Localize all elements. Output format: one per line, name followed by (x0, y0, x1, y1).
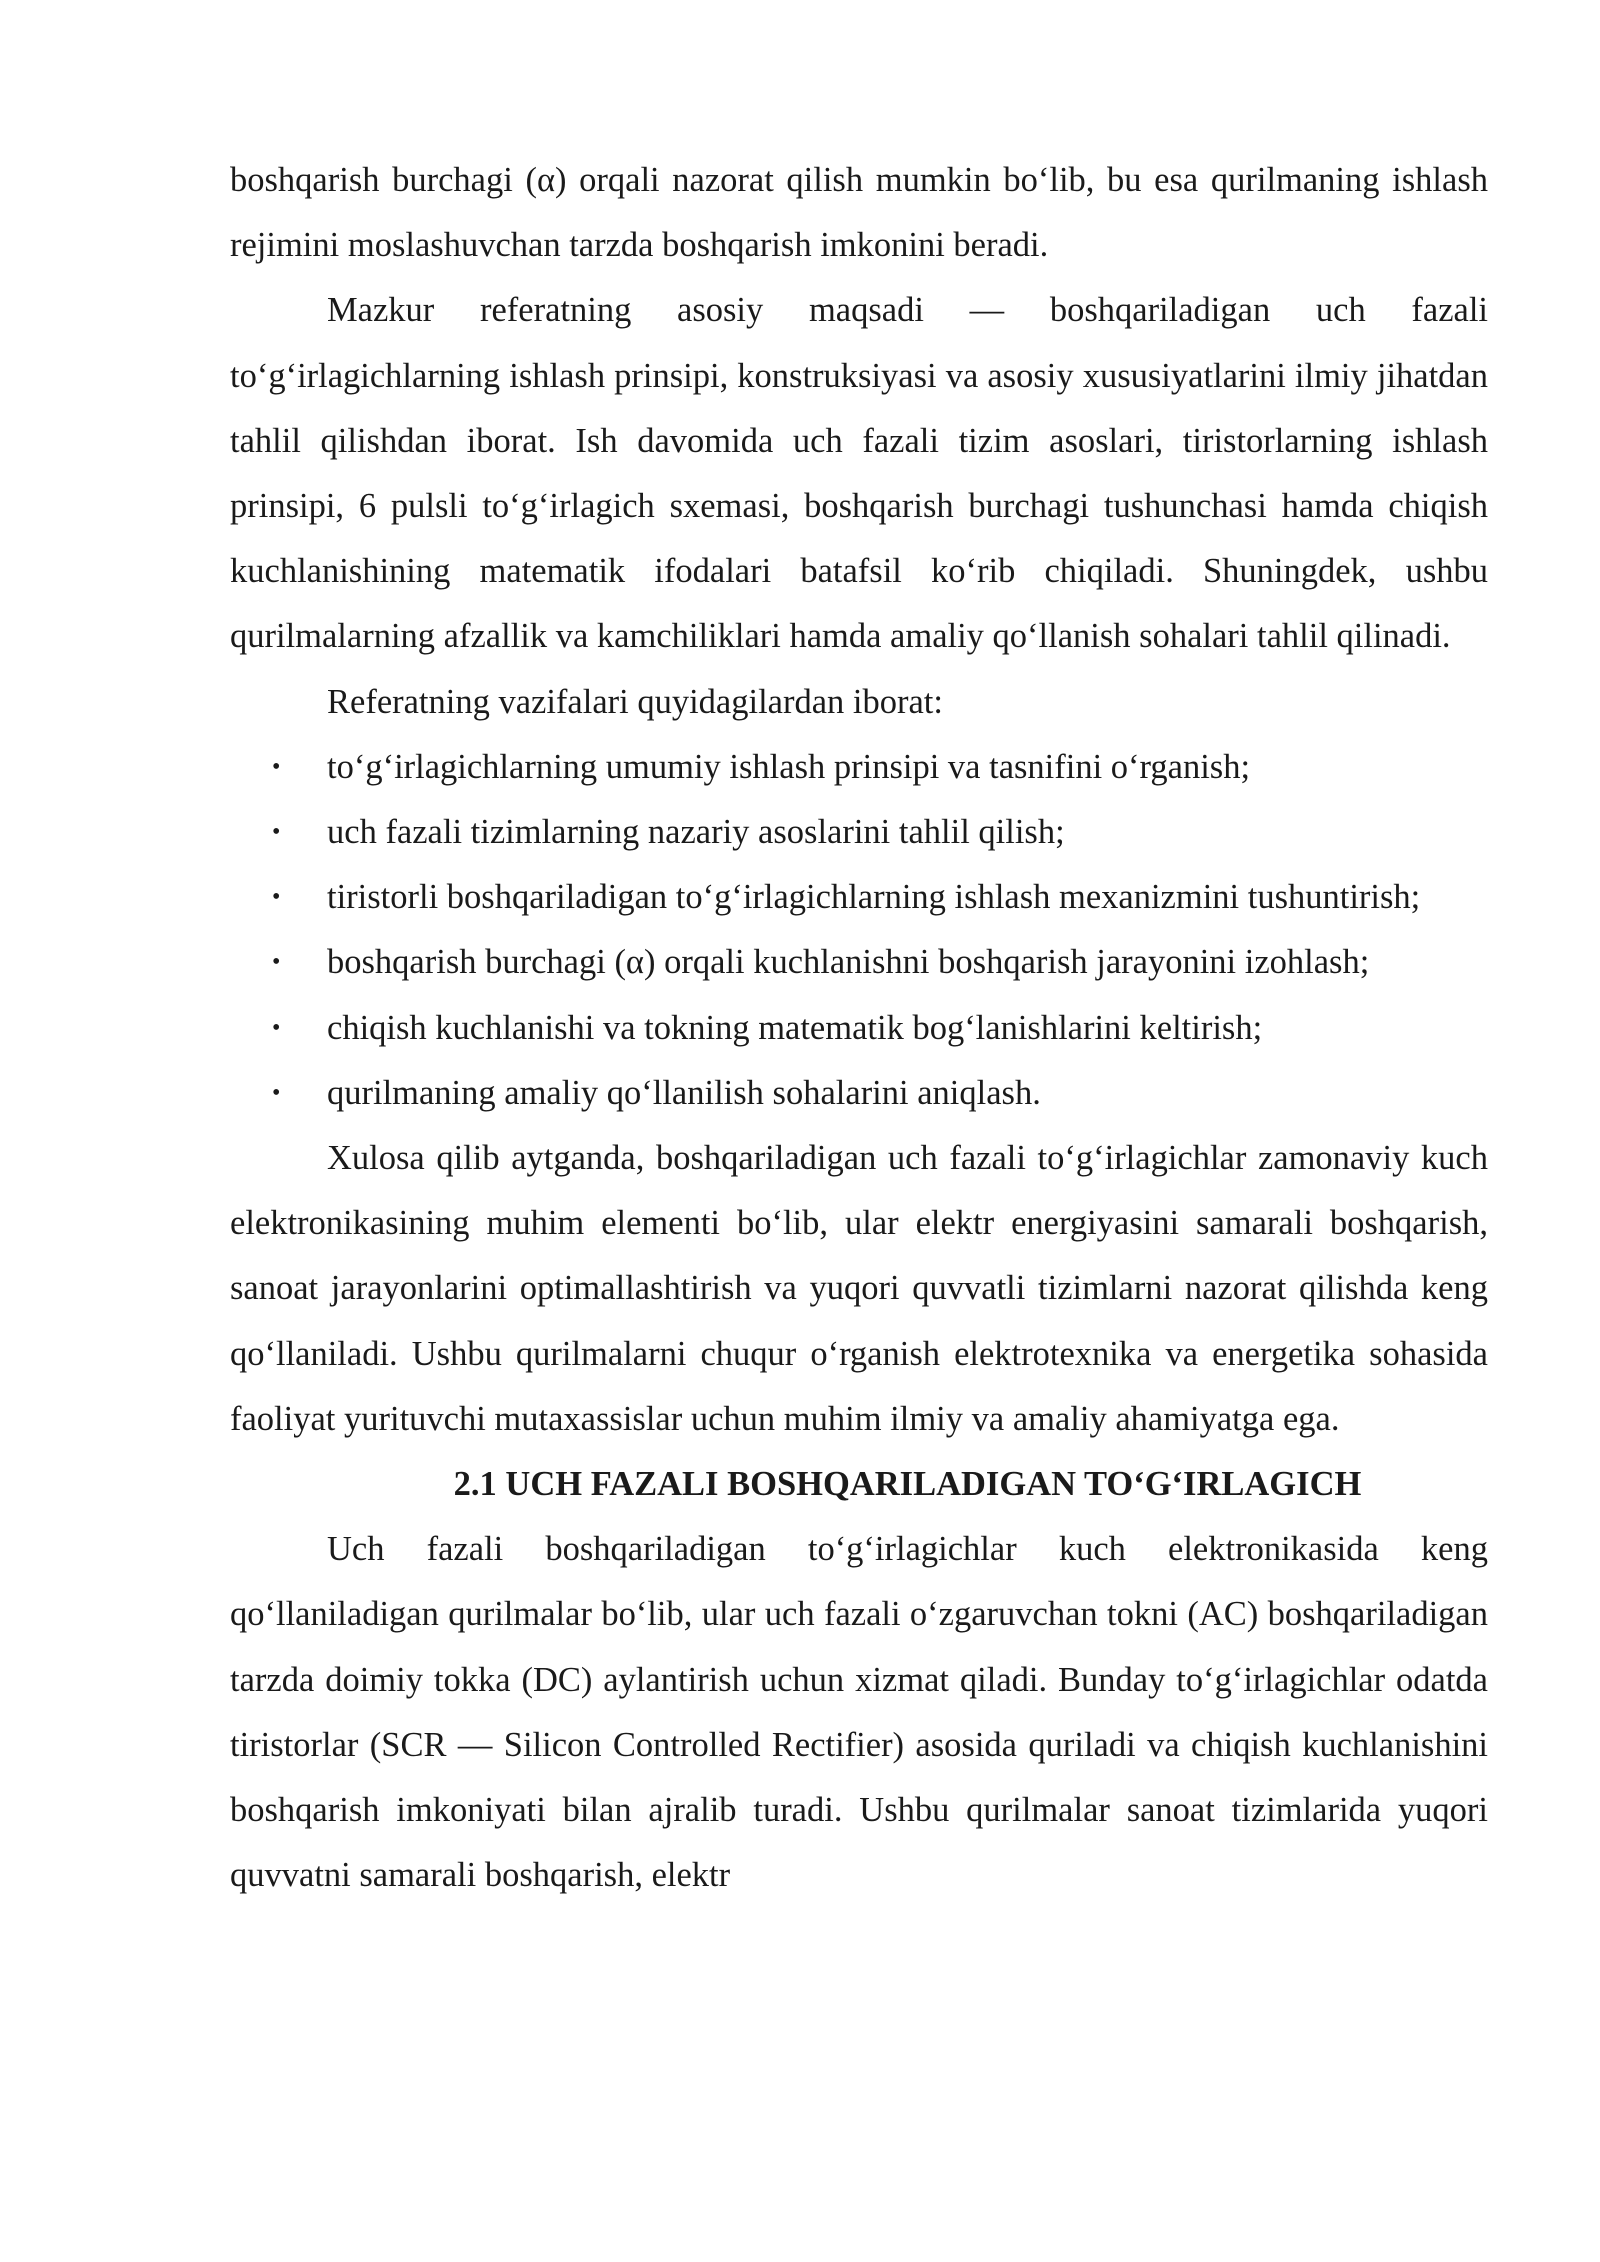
paragraph-conclusion: Xulosa qilib aytganda, boshqariladigan uch fazali to‘g‘irlagichlar zamonaviy kuch elektronikasining muhim elementi bo‘lib, ular elektr energiyasini samarali boshqarish, sanoat jarayonlarini optimallashtirish va yuqori quvvatli tizimlarni nazorat qilishda keng qo‘llaniladi. Ushbu qurilmalarni chuqur o‘rganish elektrotexnika va energetika sohasida faoliyat yurituvchi mutaxassislar uchun muhim ilmiy va amaliy ahamiyatga ega. (230, 1139, 1488, 1438)
bullet-icon: • (272, 753, 281, 780)
bullet-icon: • (272, 819, 281, 846)
list-item-text: chiqish kuchlanishi va tokning matematik bog‘lanishlarini keltirish; (327, 1008, 1263, 1047)
paragraph-section-body: Uch fazali boshqariladigan to‘g‘irlagichlar kuch elektronikasida keng qo‘llaniladigan qurilmalar bo‘lib, ular uch fazali o‘zgaruvchan tokni (AC) boshqariladigan tarzda doimiy tokka (DC) aylantirish uchun xizmat qiladi. Bunday to‘g‘irlagichlar odatda tiristorlar (SCR — Silicon Controlled Rectifier) asosida quriladi va chiqish kuchlanishini boshqarish imkoniyati bilan ajralib turadi. Ushbu qurilmalar sanoat tizimlarida yuqori quvvatni samarali boshqarish, elektr (230, 1530, 1488, 1895)
list-item (230, 865, 1488, 930)
list-item-text: uch fazali tizimlarning nazariy asoslarini tahlil qilish; (327, 813, 1065, 852)
paragraph-purpose: Mazkur referatning asosiy maqsadi — boshqariladigan uch fazali to‘g‘irlagichlarning ishlash prinsipi, konstruksiyasi va asosiy xususiyatlarini ilmiy jihatdan tahlil qilishdan iborat. Ish davomida uch fazali tizim asoslari, tiristorlarning ishlash prinsipi, 6 pulsli to‘g‘irlagich sxemasi, boshqarish burchagi tushunchasi hamda chiqish kuchlanishining matematik ifodalari batafsil ko‘rib chiqiladi. Shuningdek, ushbu qurilmalarning afzallik va kamchiliklari hamda amaliy qo‘llanish sohalari tahlil qilinadi. (230, 291, 1488, 656)
list-item (230, 930, 1488, 995)
tasks-list (230, 735, 1488, 1126)
section-heading: 2.1 UCH FAZALI BOSHQARILADIGAN TO‘G‘IRLAGICH (453, 1465, 1362, 1504)
list-item-text: qurilmaning amaliy qo‘llanilish sohalarini aniqlash. (327, 1073, 1041, 1112)
list-item (230, 800, 1488, 865)
bullet-icon: • (272, 1014, 281, 1041)
list-item (230, 735, 1488, 800)
list-item-text: tiristorli boshqariladigan to‘g‘irlagichlarning ishlash mexanizmini tushuntirish; (327, 878, 1421, 917)
bullet-icon: • (272, 884, 281, 911)
paragraph-continuation: boshqarish burchagi (α) orqali nazorat qilish mumkin bo‘lib, bu esa qurilmaning ishlash rejimini moslashuvchan tarzda boshqarish imkonini beradi. (230, 161, 1488, 265)
list-item-text: boshqarish burchagi (α) orqali kuchlanishni boshqarish jarayonini izohlash; (327, 943, 1370, 982)
document-page (230, 148, 1488, 1908)
paragraph-tasks-intro: Referatning vazifalari quyidagilardan iborat: (327, 682, 943, 721)
bullet-icon: • (272, 1079, 281, 1106)
bullet-icon: • (272, 949, 281, 976)
list-item (230, 996, 1488, 1061)
list-item-text: to‘g‘irlagichlarning umumiy ishlash prinsipi va tasnifini o‘rganish; (327, 747, 1251, 786)
list-item (230, 1061, 1488, 1126)
